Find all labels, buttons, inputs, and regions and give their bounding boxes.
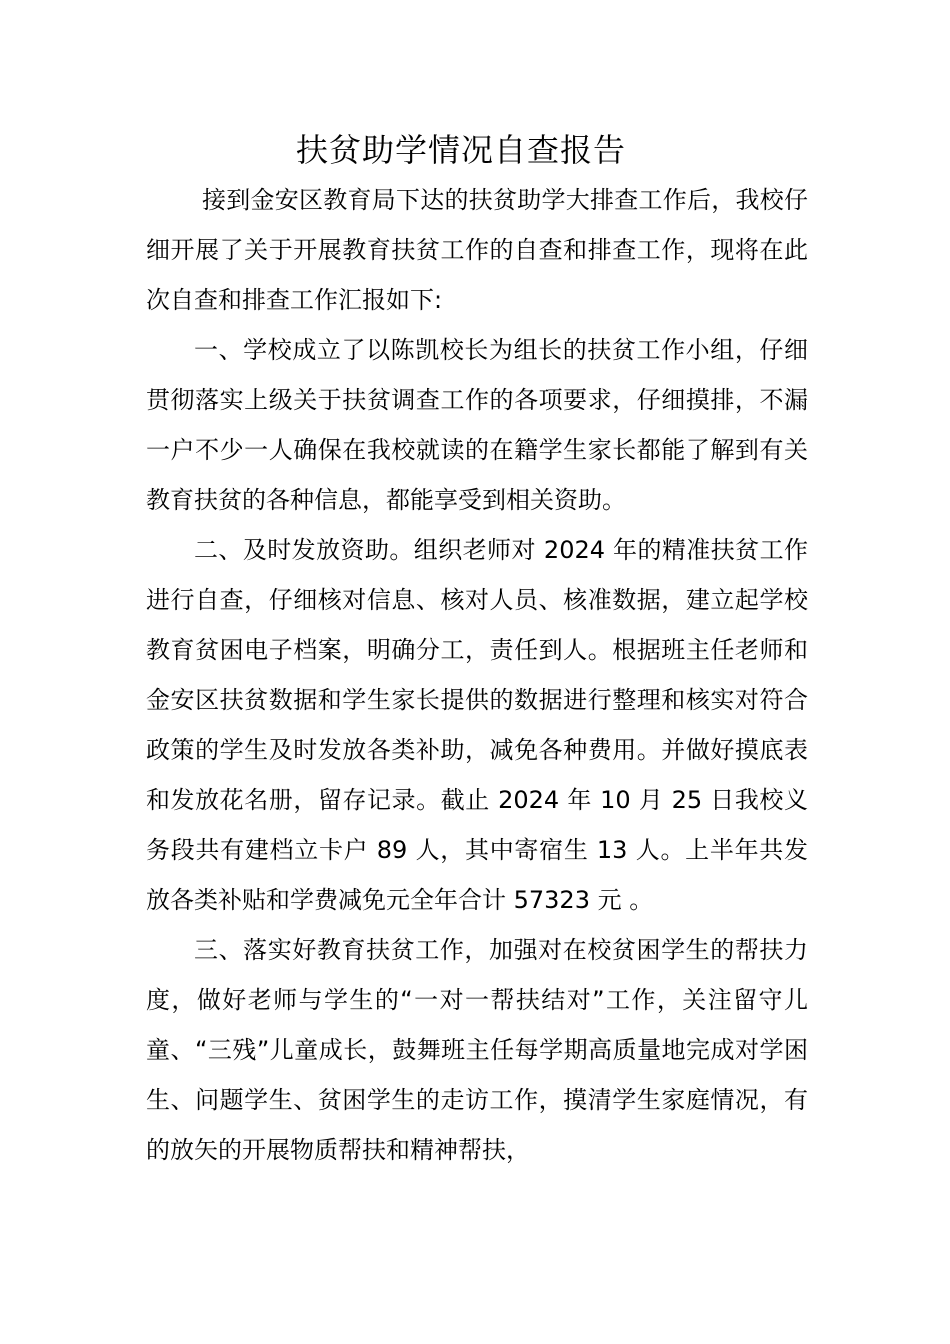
paragraph-section-3: 三、落实好教育扶贫工作，加强对在校贫困学生的帮扶力度，做好老师与学生的“一对一帮扶结对”工作，关注留守儿童、“三残”儿童成长，鼓舞班主任每学期高质量地完成对学困生、问题学生、贫困学生的走访工作，摸清学生家庭情况，有的放矢的开展物质帮扶和精神帮扶，: [146, 936, 808, 1164]
document-body: [146, 175, 808, 1175]
paragraph-section-2: 二、及时发放资助。组织老师对 2024 年的精准扶贫工作进行自查，仔细核对信息、核对人员、核准数据，建立起学校教育贫困电子档案，明确分工，责任到人。根据班主任老师和金安区扶贫数据和学生家长提供的数据进行整理和核实对符合政策的学生及时发放各类补助，减免各种费用。并做好摸底表和发放花名册，留存记录。截止 2024 年 10 月 25 日我校义务段共有建档立卡户 89 人，其中寄宿生 13 人。上半年共发放各类补贴和学费减免元全年合计 57323 元 。: [146, 536, 808, 914]
paragraph-section-1: 一、学校成立了以陈凯校长为组长的扶贫工作小组，仔细贯彻落实上级关于扶贫调查工作的各项要求，仔细摸排，不漏一户不少一人确保在我校就读的在籍学生家长都能了解到有关教育扶贫的各种信息，都能享受到相关资助。: [146, 336, 808, 514]
paragraph-intro: 接到金安区教育局下达的扶贫助学大排查工作后，我校仔细开展了关于开展教育扶贫工作的自查和排查工作，现将在此次自查和排查工作汇报如下:: [146, 186, 808, 314]
document-title: 扶贫助学情况自查报告: [295, 131, 626, 169]
